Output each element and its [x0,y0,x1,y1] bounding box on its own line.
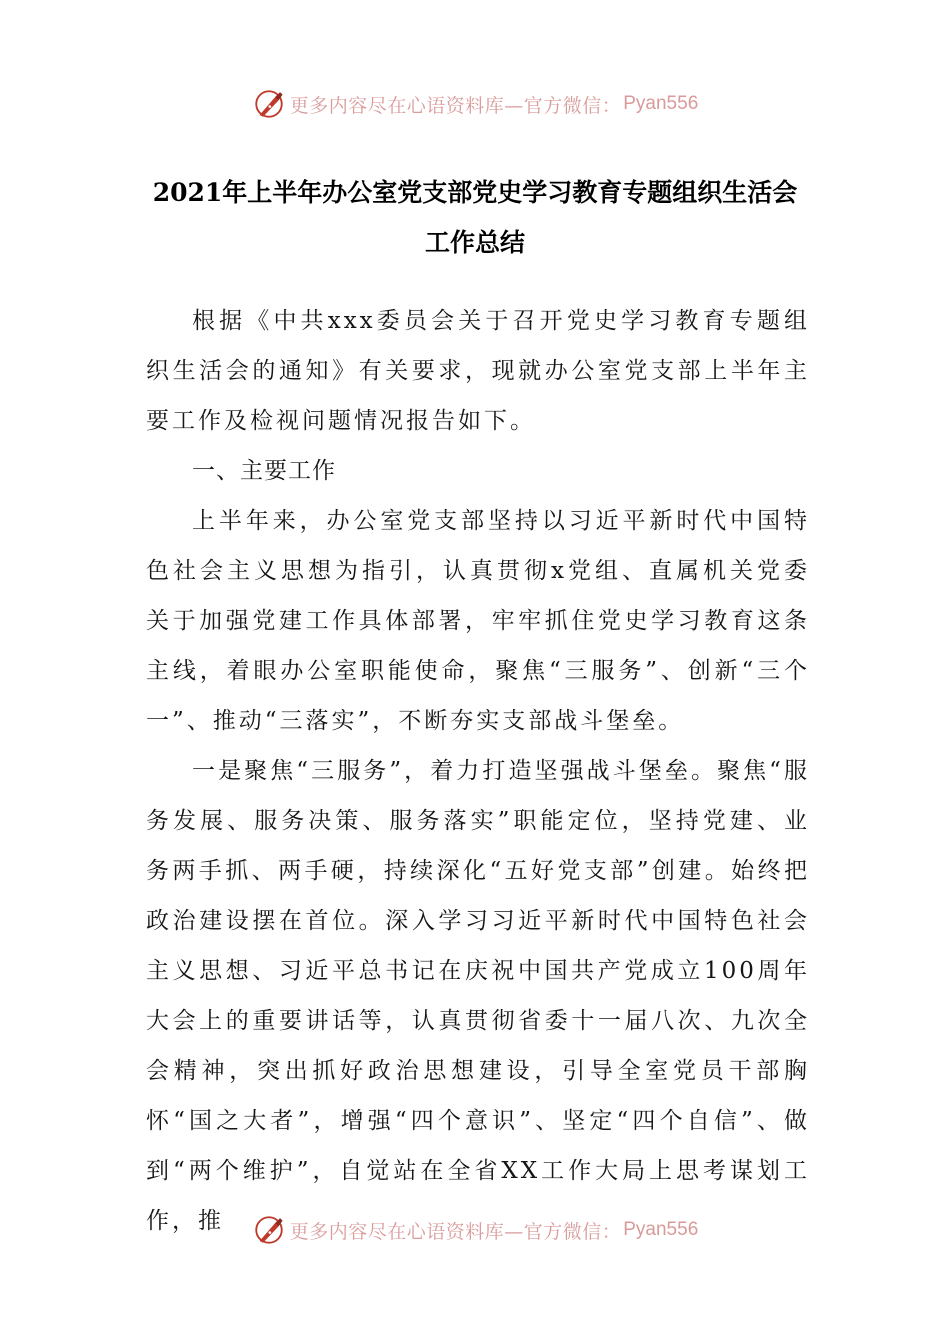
title-line-2: 工作总结 [424,228,525,257]
footer-watermark-banner [0,1210,950,1250]
header-watermark-banner [0,84,950,124]
intro-paragraph: 根据《中共xxx委员会关于召开党史学习教育专题组织生活会的通知》有关要求，现就办公室党支部上半年主要工作及检视问题情况报告如下。 [146,308,810,434]
body-paragraph-1: 上半年来，办公室党支部坚持以习近平新时代中国特色社会主义思想为指引，认真贯彻x党组、直属机关党委关于加强党建工作具体部署，牢牢抓住党史学习教育这条主线，着眼办公室职能使命，聚焦“三服务”、创新“三个一”、推动“三落实”，不断夯实支部战斗堡垒。 [146,508,810,734]
body-paragraph-2: 一是聚焦“三服务”，着力打造坚强战斗堡垒。聚焦“服务发展、服务决策、服务落实”职能定位，坚持党建、业务两手抓、两手硬，持续深化“五好党支部”创建。始终把政治建设摆在首位。深入学习习近平新时代中国特色社会主义思想、习近平总书记在庆祝中国共产党成立100周年大会上的重要讲话等，认真贯彻省委十一届八次、九次全会精神，突出抓好政治思想建设，引导全室党员干部胸怀“国之大者”，增强“四个意识”、坚定“四个自信”、做到“两个维护”，自觉站在全省XX工作大局上思考谋划工作，推 [146,758,810,1234]
pen-nib-logo-icon [252,87,286,121]
watermark-wechat-id: Pyan556 [623,1219,699,1240]
section-heading-main-work: 一、主要工作 [192,458,336,484]
document-body [146,296,810,1246]
title-line-1: 2021年上半年办公室党支部党史学习教育专题组织生活会 [152,178,798,207]
document-title [120,168,830,268]
watermark-text: 更多内容尽在心语资料库—官方微信： [289,1220,622,1243]
watermark-text: 更多内容尽在心语资料库—官方微信： [289,94,622,117]
watermark-wechat-id: Pyan556 [623,93,699,114]
pen-nib-logo-icon [252,1213,286,1247]
